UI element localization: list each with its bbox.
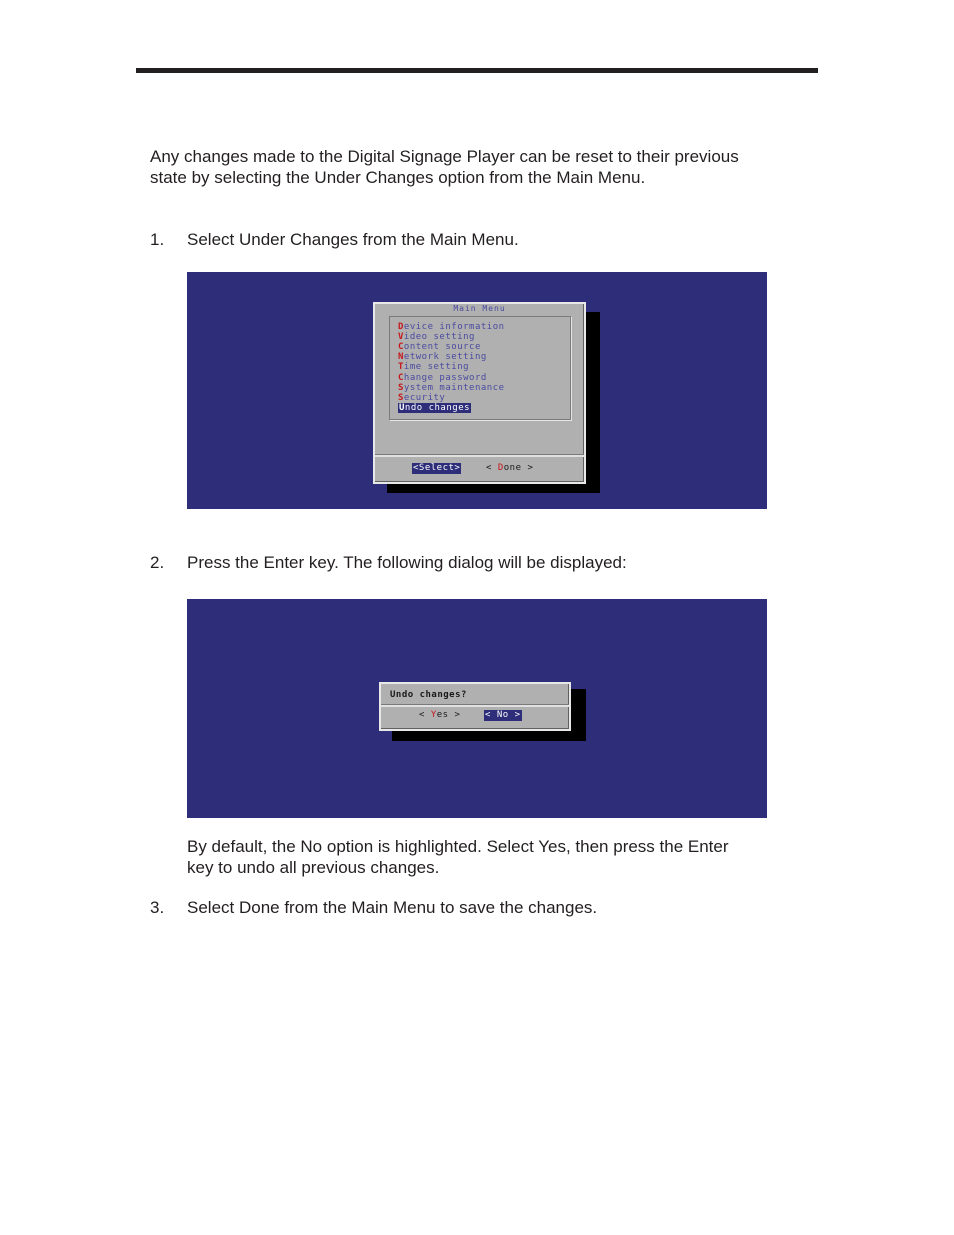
menu-item-hotkey: C [398, 342, 404, 353]
menu-item-hotkey: N [398, 352, 404, 363]
menu-item[interactable] [398, 342, 481, 352]
menu-item-label: ontent source [403, 342, 481, 353]
note-line-1: By default, the No option is highlighted. Select Yes, then press the Enter [187, 837, 729, 856]
menu-item-hotkey: S [398, 392, 404, 403]
menu-item-label: ndo changes [404, 402, 471, 413]
menu-item-label: ecurity [403, 392, 446, 403]
undo-dialog-separator [381, 704, 569, 707]
note-paragraph [187, 836, 729, 878]
menu-item-hotkey: V [398, 332, 404, 343]
note-line-2: key to undo all previous changes. [187, 858, 440, 877]
undo-dialog [379, 682, 571, 731]
step-2-text: Press the Enter key. The following dialog will be displayed: [187, 553, 627, 572]
menu-item-label: evice information [403, 322, 505, 332]
menu-item[interactable] [398, 322, 505, 332]
menu-item-hotkey: C [398, 372, 404, 383]
menu-item[interactable] [398, 352, 487, 362]
header-rule [136, 68, 818, 73]
intro-paragraph [150, 146, 739, 188]
menu-item-hotkey: U [399, 402, 405, 413]
undo-dialog-screenshot [187, 599, 767, 818]
intro-line-2: state by selecting the Under Changes option from the Main Menu. [150, 168, 646, 187]
menu-item[interactable] [398, 393, 445, 403]
menu-item-hotkey: T [398, 362, 404, 373]
menu-item-hotkey: D [398, 322, 404, 332]
main-menu-title: Main Menu [453, 304, 506, 313]
menu-item-label: ystem maintenance [403, 382, 505, 393]
menu-item-label: ime setting [403, 362, 470, 373]
menu-item[interactable] [398, 373, 487, 383]
select-button[interactable]: <Select> [413, 463, 461, 473]
step-3-text: Select Done from the Main Menu to save the changes. [187, 898, 598, 917]
menu-item-hotkey: S [398, 382, 404, 393]
step-1-number: 1. [150, 230, 165, 249]
menu-item[interactable] [398, 403, 471, 413]
undo-question: Undo changes? [390, 690, 467, 700]
menu-item[interactable] [398, 332, 475, 342]
main-menu-dialog [373, 302, 586, 484]
menu-item[interactable] [398, 362, 469, 372]
intro-line-1: Any changes made to the Digital Signage Player can be reset to their previous [150, 147, 739, 166]
no-button[interactable]: < No > [485, 710, 521, 720]
menu-item-label: etwork setting [403, 352, 487, 363]
step-3-number: 3. [150, 898, 165, 917]
done-button[interactable]: < Done > [486, 463, 534, 473]
menu-item[interactable] [398, 383, 505, 393]
step-1-text: Select Under Changes from the Main Menu. [187, 230, 519, 249]
dialog-separator [375, 454, 584, 457]
yes-button[interactable]: < Yes > [419, 710, 461, 720]
step-2-number: 2. [150, 553, 165, 572]
main-menu-screenshot [187, 272, 767, 509]
menu-item-label: ideo setting [403, 332, 475, 343]
menu-item-label: hange password [403, 372, 487, 383]
